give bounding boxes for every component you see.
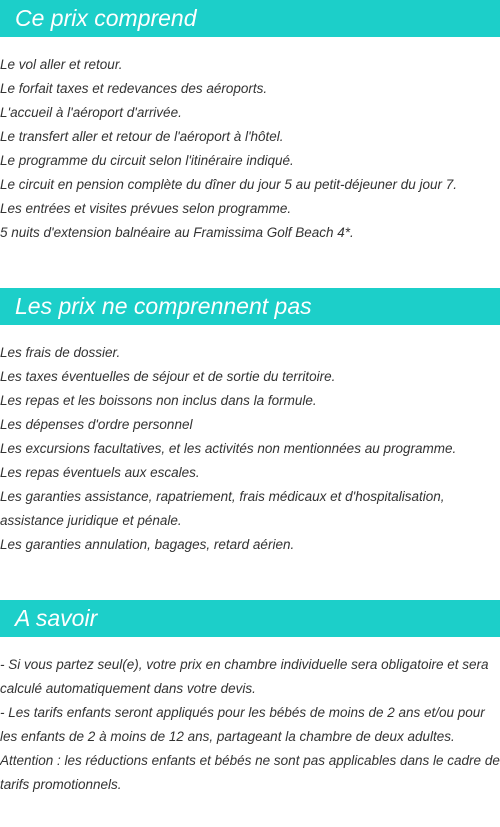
list-item: Les garanties assistance, rapatriement, frais médicaux et d'hospitalisation, assistance juridique et pénale.	[0, 489, 445, 528]
list-item: Les dépenses d'ordre personnel	[0, 417, 193, 432]
section-header-not-included: Les prix ne comprennent pas	[0, 288, 500, 325]
list-item: Les garanties annulation, bagages, retard aérien.	[0, 537, 295, 552]
included-list	[0, 53, 500, 245]
list-item: Les excursions facultatives, et les activités non mentionnées au programme.	[0, 441, 457, 456]
list-item: 5 nuits d'extension balnéaire au Framissima Golf Beach 4*.	[0, 225, 354, 240]
list-item: Le programme du circuit selon l'itinéraire indiqué.	[0, 153, 294, 168]
list-item: Le transfert aller et retour de l'aéroport à l'hôtel.	[0, 129, 284, 144]
list-item: Les repas éventuels aux escales.	[0, 465, 200, 480]
good-to-know-list	[0, 653, 500, 797]
list-item: Les repas et les boissons non inclus dans la formule.	[0, 393, 317, 408]
list-item: L'accueil à l'aéroport d'arrivée.	[0, 105, 182, 120]
list-item: Les entrées et visites prévues selon programme.	[0, 201, 292, 216]
not-included-list	[0, 341, 500, 557]
list-item: Attention : les réductions enfants et bébés ne sont pas applicables dans le cadre de tarifs promotionnels.	[0, 753, 500, 792]
list-item: Les taxes éventuelles de séjour et de sortie du territoire.	[0, 369, 336, 384]
list-item: - Si vous partez seul(e), votre prix en chambre individuelle sera obligatoire et sera calculé automatiquement dans votre devis.	[0, 657, 489, 696]
section-header-included: Ce prix comprend	[0, 0, 500, 37]
list-item: - Les tarifs enfants seront appliqués pour les bébés de moins de 2 ans et/ou pour les enfants de 2 à moins de 12 ans, partageant la chambre de deux adultes.	[0, 705, 485, 744]
list-item: Le circuit en pension complète du dîner du jour 5 au petit-déjeuner du jour 7.	[0, 177, 458, 192]
section-header-good-to-know: A savoir	[0, 600, 500, 637]
list-item: Le vol aller et retour.	[0, 57, 123, 72]
list-item: Les frais de dossier.	[0, 345, 121, 360]
list-item: Le forfait taxes et redevances des aéroports.	[0, 81, 268, 96]
